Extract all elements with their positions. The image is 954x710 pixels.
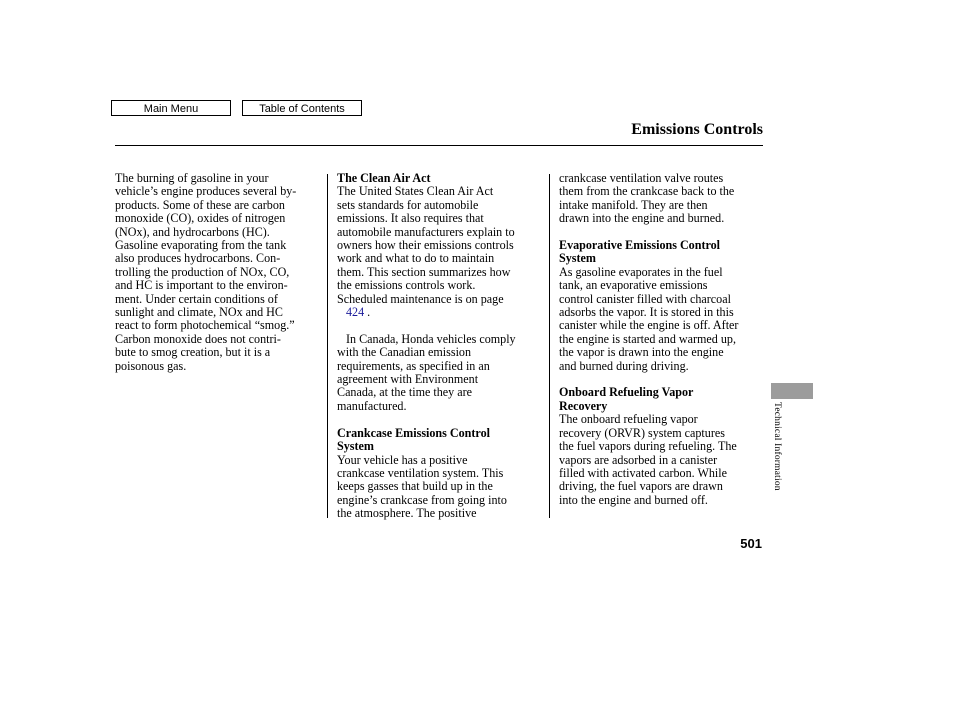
text-line: sets standards for automobile (337, 197, 479, 212)
page-title: Emissions Controls (631, 121, 763, 138)
section-tab (771, 383, 813, 399)
text-line: control canister filled with charcoal (559, 291, 731, 306)
text-line: keeps gasses that build up in the (337, 479, 493, 494)
text-line: the vapor is drawn into the engine (559, 345, 724, 360)
text-line: monoxide (CO), oxides of nitrogen (115, 211, 286, 226)
text-line: react to form photochemical “smog.” (115, 318, 295, 333)
text-line: engine’s crankcase from going into (337, 492, 507, 507)
text-line: tank, an evaporative emissions (559, 278, 708, 293)
column-3 (559, 172, 765, 507)
text-line: them. This section summarizes how (337, 264, 511, 279)
canada-paragraph (337, 333, 545, 413)
column-1 (115, 172, 323, 373)
text-line: crankcase ventilation valve routes (559, 171, 724, 185)
text-line: requirements, as specified in an (337, 358, 490, 373)
text-line: into the engine and burned off. (559, 492, 708, 507)
text-line: Your vehicle has a positive (337, 452, 468, 467)
text-line: Gasoline evaporating from the tank (115, 238, 287, 253)
page-reference-suffix: . (364, 305, 371, 320)
text-line: intake manifold. They are then (559, 197, 708, 212)
section-tab-label: Technical Information (772, 402, 782, 491)
clean-air-act-heading: The Clean Air Act (337, 171, 431, 185)
orvr-heading: Recovery (559, 398, 608, 413)
intro-paragraph (115, 172, 323, 373)
text-line: the atmosphere. The positive (337, 506, 477, 521)
column-divider (549, 174, 550, 518)
text-line: adsorbs the vapor. It is stored in this (559, 305, 734, 320)
text-line: ment. Under certain conditions of (115, 291, 278, 306)
text-line: automobile manufacturers explain to (337, 224, 515, 239)
table-of-contents-button[interactable]: Table of Contents (242, 100, 362, 116)
text-line: vapors are adsorbed in a canister (559, 452, 718, 467)
text-line: recovery (ORVR) system captures (559, 425, 725, 440)
text-line: canister while the engine is off. After (559, 318, 739, 333)
text-line: manufactured. (337, 398, 407, 413)
text-line: driving, the fuel vapors are drawn (559, 479, 723, 494)
crankcase-continued-paragraph (559, 172, 765, 226)
text-line: the emissions controls work. (337, 278, 476, 293)
column-divider (327, 174, 328, 518)
crankcase-heading: System (337, 439, 374, 454)
text-line: also produces hydrocarbons. Con- (115, 251, 281, 266)
orvr-heading: Onboard Refueling Vapor (559, 385, 694, 400)
text-line: vehicle’s engine produces several by- (115, 184, 297, 199)
orvr-paragraph (559, 413, 765, 507)
text-line: bute to smog creation, but it is a (115, 345, 271, 360)
main-menu-button[interactable]: Main Menu (111, 100, 231, 116)
text-line: sunlight and climate, NOx and HC (115, 305, 283, 320)
page-reference-link[interactable]: 424 (346, 305, 365, 320)
text-line: (NOx), and hydrocarbons (HC). (115, 224, 270, 239)
text-line: poisonous gas. (115, 358, 187, 373)
text-line: work and what to do to maintain (337, 251, 495, 266)
text-line: emissions. It also requires that (337, 211, 484, 226)
text-line: Carbon monoxide does not contri- (115, 331, 281, 346)
page-number: 501 (740, 536, 762, 551)
column-2 (337, 172, 545, 521)
evaporative-paragraph (559, 266, 765, 373)
text-line (337, 306, 545, 319)
text-line: In Canada, Honda vehicles comply (346, 331, 516, 346)
text-line: The burning of gasoline in your (115, 171, 269, 185)
text-line: and burned during driving. (559, 358, 689, 373)
text-line: the fuel vapors during refueling. The (559, 439, 737, 454)
evaporative-heading: System (559, 251, 596, 266)
title-rule (115, 145, 763, 146)
text-line: the engine is started and warmed up, (559, 331, 736, 346)
text-line: products. Some of these are carbon (115, 197, 285, 212)
crankcase-heading: Crankcase Emissions Control (337, 425, 490, 440)
text-line: The United States Clean Air Act (337, 184, 494, 199)
text-line: As gasoline evaporates in the fuel (559, 264, 723, 279)
text-line: drawn into the engine and burned. (559, 211, 725, 226)
text-line: The onboard refueling vapor (559, 412, 698, 427)
clean-air-act-paragraph (337, 185, 545, 319)
text-line: and HC is important to the environ- (115, 278, 288, 293)
evaporative-heading: Evaporative Emissions Control (559, 238, 721, 253)
text-line: them from the crankcase back to the (559, 184, 735, 199)
crankcase-paragraph (337, 454, 545, 521)
text-line: trolling the production of NOx, CO, (115, 264, 290, 279)
text-line: filled with activated carbon. While (559, 465, 728, 480)
text-line: owners how their emissions controls (337, 238, 514, 253)
text-line: with the Canadian emission (337, 345, 472, 360)
text-line: Canada, at the time they are (337, 385, 472, 400)
text-line: Scheduled maintenance is on page (337, 291, 504, 306)
text-line: crankcase ventilation system. This (337, 465, 504, 480)
text-line: agreement with Environment (337, 372, 479, 387)
